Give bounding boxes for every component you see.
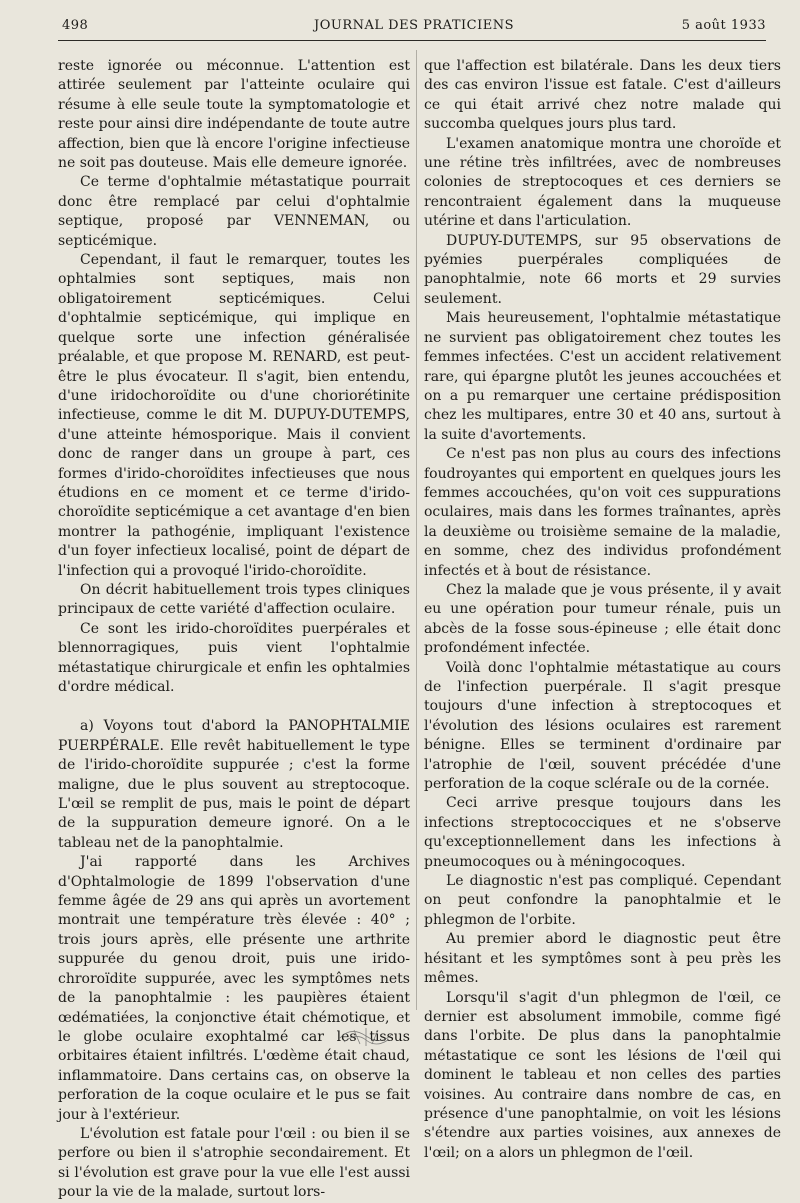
paragraph: Ce terme d'ophtalmie métastatique pourrait donc être remplacé par celui d'ophtalmie septique, proposé par VENNEMAN, ou septicémique. [58, 174, 410, 249]
paragraph: a) Voyons tout d'abord la PANOPHTALMIE PUERPÉRALE. Elle revêt habituellement le type de l'irido-choroïdite suppurée ; c'est la forme maligne, due le plus souvent au streptocoque. L'œil se remplit de pus, mais le point de départ de la suppuration demeure ignoré. On a le tableau net de la panophtalmie. [58, 718, 410, 851]
paragraph: Le diagnostic n'est pas compliqué. Cependant on peut confondre la panophtalmie et le phlegmon de l'orbite. [424, 873, 781, 928]
paragraph: DUPUY-DUTEMPS, sur 95 observations de pyémies puerpérales compliquées de panophtalmie, note 66 morts et 29 survies seulement. [424, 232, 781, 307]
right-column [424, 57, 781, 1163]
journal-title: JOURNAL DES PRATICIENS [314, 18, 514, 33]
paragraph: Ce n'est pas non plus au cours des infections foudroyantes qui emportent en quelques jours les femmes accouchées, qu'on voit ces suppurations oculaires, mais dans les formes traînantes, après la deuxième ou troisième semaine de la maladie, en somme, chez des individus profondément infectés et à bout de résistance. [424, 446, 781, 579]
paragraph: Ceci arrive presque toujours dans les infections streptococciques et ne s'observe qu'exceptionnellement dans les infections à pneumocoques ou à méningocoques. [424, 795, 781, 870]
paragraph: que l'affection est bilatérale. Dans les deux tiers des cas environ l'issue est fatale. C'est d'ailleurs ce qui était arrivé chez notre malade qui succomba quelques jours plus tard. [424, 58, 781, 133]
header-rule [58, 40, 766, 41]
paragraph: Chez la malade que je vous présente, il y avait eu une opération pour tumeur rénale, puis un abcès de la fosse sous-épineuse ; elle était donc profondément infectée. [424, 581, 781, 657]
paragraph: L'examen anatomique montra une choroïde et une rétine très infiltrées, avec de nombreuses colonies de streptocoques et ces derniers se rencontraient également dans la muqueuse utérine et dans l'articulation. [424, 135, 781, 230]
paragraph: Mais heureusement, l'ophtalmie métastatique ne survient pas obligatoirement chez toutes les femmes infectées. C'est un accident relativement rare, qui épargne plutôt les jeunes accouchées et on a pu remarquer une certaine prédisposition chez les multipares, entre 30 et 40 ans, surtout à la suite d'avortements. [424, 310, 781, 443]
paragraph: Cependant, il faut le remarquer, toutes les ophtalmies sont septiques, mais non obligatoirement septicémiques. Celui d'ophtalmie septicémique, qui implique en quelque sorte une infection généralisée préalable, et que propose M. RENARD, est peut-être le plus évocateur. Il s'agit, bien entendu, d'une iridochoroïdite ou d'une choriorétinite infectieuse, comme le dit M. DUPUY-DUTEMPS, d'une atteinte hémosporique. Mais il convient donc de ranger dans un groupe à part, ces formes d'irido-choroïdites infectieuses que nous étudions en ce moment et ce terme d'irido-choroïdite septicémique a cet avantage d'en bien montrer la pathogénie, impliquant l'existence d'un foyer infectieux localisé, point de départ de l'infection qui a provoqué l'irido-choroïdite. [58, 252, 410, 579]
paragraph: Ce sont les irido-choroïdites puerpérales et blennorragiques, puis vient l'ophtalmie métastatique chirurgicale et enfin les ophtalmies d'ordre médical. [58, 620, 410, 695]
paragraph: Voilà donc l'ophtalmie métastatique au cours de l'infection puerpérale. Il s'agit presque toujours d'une infection à streptocoques et l'évolution des lésions oculaires est rarement bénigne. Elles se terminent d'ordinaire par l'atrophie de l'œil, souvent précédée d'une perforation de la coque scléraIe ou de la cornée. [424, 659, 781, 793]
ornament-icon [336, 1022, 396, 1050]
paragraph: On décrit habituellement trois types cliniques principaux de cette variété d'affection oculaire. [58, 581, 410, 618]
paragraph: J'ai rapporté dans les Archives d'Ophtalmologie de 1899 l'observation d'une femme âgée de 29 ans qui après un avortement montrait une température très élevée : 40° ; trois jours après, elle présente une arthrite suppurée du genou droit, puis une irido-chroroïdite suppurée, avec les symptômes nets de la panophtalmie : les paupières étaient œdématiées, la conjonctive était chémotique, et le globe oculaire exophtalmé car les tissus orbitaires étaient infiltrés. L'œdème était chaud, inflammatoire. Dans certains cas, on observe la perforation de la coque oculaire et le pus se fait jour à l'extérieur. [58, 854, 410, 1123]
running-header [62, 18, 766, 38]
issue-date: 5 août 1933 [681, 18, 766, 33]
page-number: 498 [62, 18, 89, 33]
column-divider [416, 50, 417, 1010]
paragraph: L'évolution est fatale pour l'œil : ou bien il se perfore ou bien il s'atrophie secondairement. Et si l'évolution est grave pour la vue elle l'est aussi pour la vie de la malade, surtout lors- [58, 1125, 410, 1201]
paragraph: reste ignorée ou méconnue. L'attention est attirée seulement par l'atteinte oculaire qui résume à elle seule toute la symptomatologie et reste pour ainsi dire indépendante de toute autre affection, bien que là encore l'origine infectieuse ne soit pas douteuse. Mais elle demeure ignorée. [58, 58, 410, 172]
paragraph: Au premier abord le diagnostic peut être hésitant et les symptômes sont à peu près les mêmes. [424, 931, 781, 987]
paragraph: Lorsqu'il s'agit d'un phlegmon de l'œil, ce dernier est absolument immobile, comme figé dans l'orbite. De plus dans la panophtalmie métastatique ce sont les lésions de l'œil qui dominent le tableau et non celles des parties voisines. Au contraire dans nombre de cas, en présence d'une panophtalmie, on voit les lésions s'étendre aux parties voisines, aux annexes de l'œil; on a alors un phlegmon de l'œil. [424, 989, 781, 1161]
